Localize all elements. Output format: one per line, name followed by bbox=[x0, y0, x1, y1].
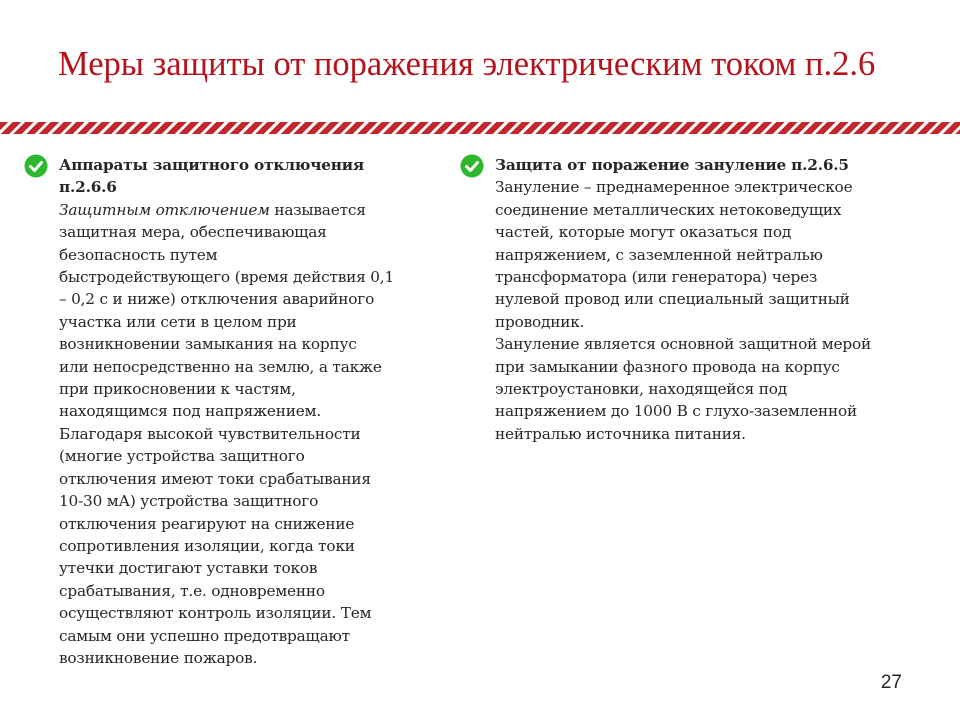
left-body-line: (многие устройства защитного bbox=[59, 447, 305, 466]
right-body bbox=[495, 176, 935, 445]
right-body-line: при замыкании фазного провода на корпус bbox=[495, 357, 840, 376]
left-body-line: срабатывания, т.е. одновременно bbox=[59, 581, 325, 600]
right-body-line: соединение металлических нетоковедущих bbox=[495, 200, 842, 219]
right-body-line: Зануление – преднамеренное электрическое bbox=[495, 178, 853, 197]
left-body-line: находящимся под напряжением. bbox=[59, 402, 321, 421]
left-text-block bbox=[59, 154, 439, 669]
right-body-line: Зануление является основной защитной мерой bbox=[495, 335, 871, 354]
left-body-line: утечки достигают уставки токов bbox=[59, 559, 318, 578]
left-body-line: 10-30 мА) устройства защитного bbox=[59, 492, 319, 511]
left-body-line: отключения имеют токи срабатывания bbox=[59, 469, 371, 488]
first-line-rest: называется bbox=[269, 200, 366, 219]
left-heading-line: Аппараты защитного отключения bbox=[59, 156, 365, 174]
left-body-line: отключения реагируют на снижение bbox=[59, 514, 355, 533]
slide-title: Меры защиты от поражения электрическим током п.2.6 bbox=[58, 45, 876, 83]
left-body-line: или непосредственно на землю, а также bbox=[59, 357, 382, 376]
left-body-line: безопасность путем bbox=[59, 245, 218, 264]
left-body-line: возникновении замыкания на корпус bbox=[59, 335, 357, 354]
page-number: 27 bbox=[880, 672, 902, 693]
left-body-line: защитная мера, обеспечивающая bbox=[59, 223, 327, 242]
left-body bbox=[59, 221, 439, 669]
right-body-line: электроустановки, находящейся под bbox=[495, 380, 788, 399]
check-circle-icon bbox=[460, 154, 484, 178]
left-body-line: самым они успешно предотвращают bbox=[59, 626, 350, 645]
left-body-line: участка или сети в целом при bbox=[59, 312, 297, 331]
decorative-stripe bbox=[0, 122, 960, 134]
check-circle-icon bbox=[24, 154, 48, 178]
left-body-line: сопротивления изоляции, когда токи bbox=[59, 536, 355, 555]
left-heading-line: п.2.6.6 bbox=[59, 178, 117, 197]
right-body-line: нейтралью источника питания. bbox=[495, 424, 746, 443]
left-body-line: возникновение пожаров. bbox=[59, 648, 258, 667]
right-text-block bbox=[495, 154, 935, 445]
left-heading bbox=[59, 154, 439, 199]
right-body-line: проводник. bbox=[495, 312, 585, 331]
left-body-line: быстродействующего (время действия 0,1 bbox=[59, 268, 394, 287]
right-body-line: частей, которые могут оказаться под bbox=[495, 223, 792, 242]
right-heading: Защита от поражение зануление п.2.6.5 bbox=[495, 156, 849, 174]
left-body-line: Благодаря высокой чувствительности bbox=[59, 424, 361, 443]
right-body-line: трансформатора (или генератора) через bbox=[495, 268, 818, 287]
right-body-line: напряжением, с заземленной нейтралью bbox=[495, 245, 823, 264]
left-body-line: осуществляют контроль изоляции. Тем bbox=[59, 604, 372, 623]
left-body-line: – 0,2 с и ниже) отключения аварийного bbox=[59, 290, 375, 309]
right-body-line: нулевой провод или специальный защитный bbox=[495, 290, 850, 309]
right-body-line: напряжением до 1000 В с глухо-заземленной bbox=[495, 402, 857, 421]
left-first-line bbox=[59, 199, 439, 221]
left-body-line: при прикосновении к частям, bbox=[59, 380, 296, 399]
italic-term: Защитным отключением bbox=[59, 200, 270, 219]
